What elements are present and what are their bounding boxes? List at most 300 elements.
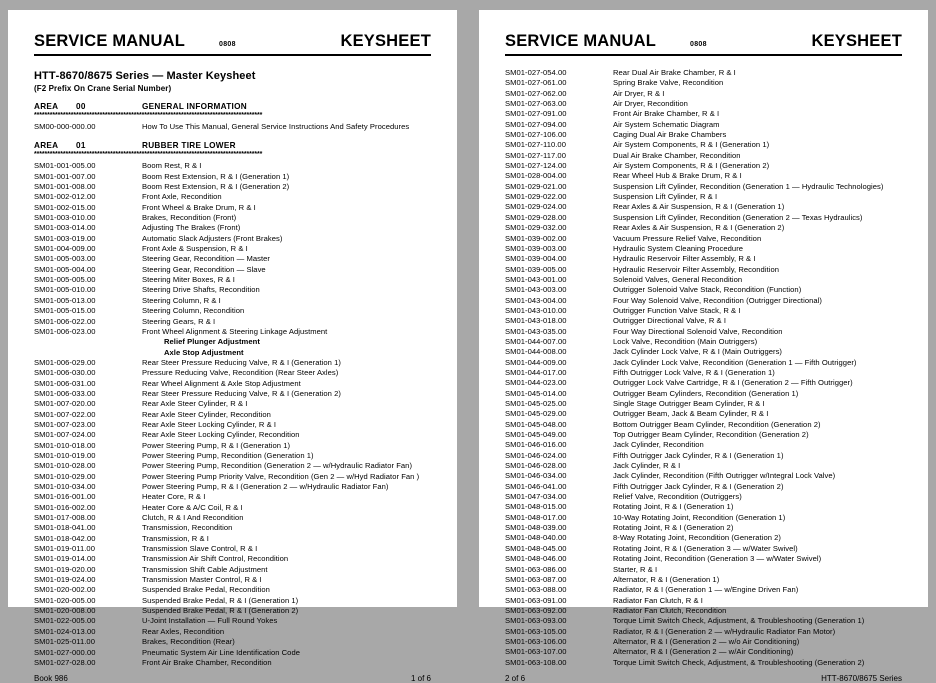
entry-code: SM01‑027‑063.00 bbox=[505, 99, 567, 109]
entry-description: Steering Gear, Recondition — Slave bbox=[142, 264, 266, 274]
keysheet-entry bbox=[34, 544, 431, 554]
keysheet-entry bbox=[505, 575, 902, 585]
entry-code: SM01‑029‑028.00 bbox=[505, 212, 567, 222]
keysheet-entry bbox=[34, 648, 431, 658]
entry-code: SM01‑002‑015.00 bbox=[34, 202, 96, 212]
keysheet-entry bbox=[505, 554, 902, 564]
entry-code: SM01‑046‑034.00 bbox=[505, 471, 567, 481]
keysheet-entry bbox=[34, 565, 431, 575]
keysheet-entry bbox=[34, 192, 431, 202]
entry-code: SM01‑027‑124.00 bbox=[505, 161, 567, 171]
entry-description: Front Air Brake Chamber, Recondition bbox=[142, 657, 272, 667]
keysheet-entry bbox=[505, 627, 902, 637]
entry-code: SM01‑027‑061.00 bbox=[505, 78, 567, 88]
entry-description: Boom Rest Extension, R & I (Generation 1) bbox=[142, 171, 290, 181]
keysheet-entry bbox=[34, 182, 431, 192]
entry-code: SM01‑063‑108.00 bbox=[505, 657, 567, 667]
keysheet-entry bbox=[505, 109, 902, 119]
keysheet-entry bbox=[34, 575, 431, 585]
keysheet-entry bbox=[505, 89, 902, 99]
keysheet-entry bbox=[505, 244, 902, 254]
entry-description: Relief Valve, Recondition (Outriggers) bbox=[613, 492, 742, 502]
entry-description: Suspended Brake Pedal, Recondition bbox=[142, 585, 270, 595]
section-divider-stars: *************************************************************************************** bbox=[34, 112, 263, 119]
entry-description: Single Stage Outrigger Beam Cylinder, R & I bbox=[613, 399, 765, 408]
entry-description: Vacuum Pressure Relief Valve, Recondition bbox=[613, 233, 762, 243]
entry-code: SM01‑010‑028.00 bbox=[34, 461, 96, 471]
entry-description: Front Axle, Recondition bbox=[142, 192, 222, 202]
entry-code: SM01‑027‑000.00 bbox=[34, 647, 96, 657]
entry-description: Rear Axle Steer Locking Cylinder, Recondition bbox=[142, 430, 300, 440]
entry-code: SM01‑019‑020.00 bbox=[34, 564, 96, 574]
entry-code: SM01‑018‑042.00 bbox=[34, 533, 96, 543]
area-name: RUBBER TIRE LOWER bbox=[142, 141, 236, 151]
keysheet-entry bbox=[505, 213, 902, 223]
entry-description: Lock Valve, Recondition (Main Outriggers) bbox=[613, 336, 758, 346]
manual-date-code: 0808 bbox=[690, 41, 707, 48]
keysheet-entry bbox=[34, 296, 431, 306]
entry-description: Heater Core & A/C Coil, R & I bbox=[142, 502, 243, 512]
entry-code: SM01‑020‑002.00 bbox=[34, 585, 96, 595]
entry-code: SM01‑016‑002.00 bbox=[34, 502, 96, 512]
entry-description: Rear Axles, Recondition bbox=[142, 626, 225, 636]
keysheet-entry bbox=[505, 523, 902, 533]
keysheet-entry bbox=[505, 440, 902, 450]
entry-description: Rear Wheel Alignment & Axle Stop Adjustment bbox=[142, 378, 301, 388]
entry-code: SM01‑027‑106.00 bbox=[505, 130, 567, 140]
entry-description: Power Steering Pump, Recondition (Generation 1) bbox=[142, 450, 314, 460]
entry-code: SM01‑063‑087.00 bbox=[505, 574, 567, 584]
entry-description: Air System Schematic Diagram bbox=[613, 119, 720, 129]
entry-code: SM01‑045‑029.00 bbox=[505, 409, 567, 419]
entry-description: Rear Axles & Air Suspension, R & I (Generation 1) bbox=[613, 202, 785, 212]
entry-description: Fifth Outrigger Lock Valve, R & I (Generation 1) bbox=[613, 367, 775, 377]
entry-code: SM01‑018‑041.00 bbox=[34, 523, 96, 533]
section-divider-stars: *************************************************************************************** bbox=[34, 151, 263, 159]
page-number: 2 of 6 bbox=[505, 673, 526, 683]
entry-code: SM01‑006‑023.00 bbox=[34, 326, 96, 336]
entry-description: Outrigger Beam, Jack & Beam Cylinder, R & I bbox=[613, 409, 769, 419]
entry-description: How To Use This Manual, General Service Instructions And Safety Procedures bbox=[142, 122, 410, 131]
entry-description: Steering Column, R & I bbox=[142, 295, 221, 305]
entry-description: Front Wheel & Brake Drum, R & I bbox=[142, 202, 256, 212]
entry-code: SM01‑048‑045.00 bbox=[505, 543, 567, 553]
entry-code: SM01‑044‑007.00 bbox=[505, 336, 567, 346]
entry-code: SM01‑045‑025.00 bbox=[505, 399, 567, 408]
area-label: AREA bbox=[34, 102, 59, 111]
keysheet-entry bbox=[34, 606, 431, 616]
entry-description: Air System Components, R & I (Generation 2) bbox=[613, 161, 770, 171]
entry-code: SM01‑007‑020.00 bbox=[34, 399, 96, 409]
keysheet-entry bbox=[505, 285, 902, 295]
entry-description: Jack Cylinder Lock Valve, Recondition (Generation 1 — Fifth Outrigger) bbox=[613, 357, 857, 367]
entry-description: Front Axle & Suspension, R & I bbox=[142, 244, 248, 254]
entry-description: Suspended Brake Pedal, R & I (Generation 2) bbox=[142, 606, 299, 616]
entry-code: SM01‑046‑041.00 bbox=[505, 481, 567, 491]
entry-code: SM01‑047‑034.00 bbox=[505, 492, 567, 502]
entry-code: SM01‑043‑010.00 bbox=[505, 305, 567, 315]
keysheet-entry bbox=[34, 523, 431, 533]
entry-code: SM01‑020‑005.00 bbox=[34, 595, 96, 605]
entry-code: SM01‑001‑007.00 bbox=[34, 171, 96, 181]
entry-code: SM01‑048‑017.00 bbox=[505, 512, 567, 522]
page-2-content bbox=[505, 68, 902, 668]
area-number: 00 bbox=[76, 102, 86, 111]
entry-code: SM01‑005‑003.00 bbox=[34, 254, 96, 264]
entry-code: SM01‑006‑031.00 bbox=[34, 378, 96, 388]
keysheet-entry bbox=[34, 503, 431, 513]
keysheet-entry bbox=[34, 399, 431, 409]
keysheet-entry bbox=[505, 533, 902, 543]
entry-description: 10‑Way Rotating Joint, Recondition (Generation 1) bbox=[613, 512, 786, 522]
entry-code: SM01‑028‑004.00 bbox=[505, 171, 567, 181]
keysheet-entry bbox=[505, 78, 902, 88]
entry-description: Front Air Brake Chamber, R & I bbox=[613, 109, 720, 119]
keysheet-label: KEYSHEET bbox=[811, 32, 902, 50]
entry-code: SM01‑043‑003.00 bbox=[505, 285, 567, 295]
entry-code: SM01‑063‑092.00 bbox=[505, 605, 567, 615]
entry-description: U‑Joint Installation — Full Round Yokes bbox=[142, 616, 278, 626]
entry-code: SM01‑005‑005.00 bbox=[34, 275, 96, 285]
entry-code: SM01‑039‑005.00 bbox=[505, 264, 567, 274]
keysheet-entry bbox=[505, 389, 902, 399]
keysheet-entry bbox=[34, 285, 431, 295]
keysheet-entry bbox=[34, 430, 431, 440]
keysheet-entry bbox=[34, 306, 431, 316]
entry-code: SM01‑007‑023.00 bbox=[34, 419, 96, 429]
area-heading bbox=[34, 141, 431, 150]
entry-description: Adjusting The Brakes (Front) bbox=[142, 223, 241, 233]
entry-description: Transmission Shift Cable Adjustment bbox=[142, 564, 268, 574]
keysheet-entry bbox=[34, 122, 431, 132]
entry-code: SM01‑003‑014.00 bbox=[34, 223, 96, 233]
entry-description: Outrigger Directional Valve, R & I bbox=[613, 316, 726, 326]
keysheet-entry bbox=[505, 337, 902, 347]
keysheet-entry bbox=[505, 161, 902, 171]
entry-description: Power Steering Pump, Recondition (Generation 2 — w/Hydraulic Radiator Fan) bbox=[142, 461, 413, 471]
entry-code: SM01‑029‑024.00 bbox=[505, 202, 567, 212]
page-1 bbox=[8, 10, 457, 683]
entry-description: Brakes, Recondition (Rear) bbox=[142, 637, 235, 647]
keysheet-entry bbox=[505, 130, 902, 140]
entry-description: Solenoid Valves, General Recondition bbox=[613, 274, 743, 284]
keysheet-entry bbox=[34, 441, 431, 451]
entry-description: Pneumatic System Air Line Identification Code bbox=[142, 647, 301, 657]
entry-description: Steering Gear, Recondition — Master bbox=[142, 254, 270, 264]
entry-code: SM01‑045‑049.00 bbox=[505, 430, 567, 440]
entry-description: Hydraulic Reservoir Filter Assembly, Recondition bbox=[613, 264, 780, 274]
keysheet-entry bbox=[505, 234, 902, 244]
keysheet-entry bbox=[34, 203, 431, 213]
entry-description: Rear Axle Steer Locking Cylinder, R & I bbox=[142, 419, 277, 429]
entry-code: SM01‑048‑015.00 bbox=[505, 502, 567, 512]
entry-code: SM01‑022‑005.00 bbox=[34, 616, 96, 626]
keysheet-entry bbox=[505, 306, 902, 316]
entry-description: Bottom Outrigger Beam Cylinder, Recondition (Generation 2) bbox=[613, 419, 821, 429]
entry-description: Suspended Brake Pedal, R & I (Generation 1) bbox=[142, 595, 299, 605]
entry-code: SM01‑002‑012.00 bbox=[34, 192, 96, 202]
entry-description: Rear Axle Steer Cylinder, Recondition bbox=[142, 409, 271, 419]
keysheet-entry bbox=[34, 492, 431, 502]
keysheet-entry bbox=[505, 637, 902, 647]
keysheet-entry bbox=[505, 120, 902, 130]
page-gutter bbox=[457, 0, 479, 617]
entry-description: Suspension Lift Cylinder, Recondition (Generation 1 — Hydraulic Technologies) bbox=[613, 181, 884, 191]
keysheet-entry bbox=[34, 244, 431, 254]
page-2-header bbox=[505, 32, 902, 56]
page-1-header bbox=[34, 32, 431, 56]
keysheet-entry bbox=[505, 368, 902, 378]
entry-description: Radiator, R & I (Generation 2 — w/Hydraulic Radiator Fan Motor) bbox=[613, 626, 836, 636]
entry-code: SM00‑000‑000.00 bbox=[34, 122, 96, 131]
entry-description: Spring Brake Valve, Recondition bbox=[613, 78, 724, 88]
entry-code: SM01‑027‑091.00 bbox=[505, 109, 567, 119]
entry-description: Rear Axle Steer Cylinder, R & I bbox=[142, 399, 248, 409]
entry-code: SM01‑006‑029.00 bbox=[34, 357, 96, 367]
keysheet-entry bbox=[34, 451, 431, 461]
entry-code: SM01‑063‑091.00 bbox=[505, 595, 567, 605]
entry-description: Power Steering Pump, R & I (Generation 2 — w/Hydraulic Radiator Fan) bbox=[142, 482, 389, 491]
entry-description: Front Wheel Alignment & Steering Linkage Adjustment bbox=[142, 326, 328, 336]
entry-description: Boom Rest, R & I bbox=[142, 161, 202, 171]
entry-description: Rear Dual Air Brake Chamber, R & I bbox=[613, 68, 736, 77]
keysheet-entry bbox=[34, 161, 431, 171]
entry-code: SM01‑006‑030.00 bbox=[34, 368, 96, 378]
keysheet-label: KEYSHEET bbox=[340, 32, 431, 50]
entry-description: Brakes, Recondition (Front) bbox=[142, 213, 237, 223]
keysheet-subentry bbox=[34, 348, 431, 358]
entry-description: Four Way Directional Solenoid Valve, Recondition bbox=[613, 326, 783, 336]
entry-description: Boom Rest Extension, R & I (Generation 2) bbox=[142, 182, 290, 192]
entry-code: SM01‑044‑017.00 bbox=[505, 367, 567, 377]
keysheet-entry bbox=[505, 140, 902, 150]
entry-description: Suspension Lift Cylinder, R & I bbox=[613, 192, 718, 202]
entry-code: SM01‑063‑093.00 bbox=[505, 616, 567, 626]
keysheet-entry bbox=[505, 171, 902, 181]
entry-description: Power Steering Pump, R & I (Generation 1) bbox=[142, 440, 291, 450]
area-name: GENERAL INFORMATION bbox=[142, 102, 248, 111]
entry-code: SM01‑020‑008.00 bbox=[34, 606, 96, 616]
entry-code: SM01‑063‑107.00 bbox=[505, 647, 567, 657]
entry-description: Caging Dual Air Brake Chambers bbox=[613, 130, 727, 140]
entry-description: Dual Air Brake Chamber, Recondition bbox=[613, 150, 741, 160]
keysheet-entry bbox=[505, 482, 902, 492]
keysheet-entry bbox=[505, 296, 902, 306]
keysheet-entry bbox=[34, 172, 431, 182]
keysheet-entry bbox=[505, 647, 902, 657]
entry-description: Rotating Joint, R & I (Generation 3 — w/Water Swivel) bbox=[613, 543, 798, 553]
entry-code: SM01‑039‑003.00 bbox=[505, 243, 567, 253]
entry-code: SM01‑039‑004.00 bbox=[505, 254, 567, 264]
entry-description: Steering Miter Boxes, R & I bbox=[142, 275, 235, 285]
keysheet-entry bbox=[505, 513, 902, 523]
page-1-content bbox=[34, 102, 431, 668]
entry-code: SM01‑063‑086.00 bbox=[505, 564, 567, 574]
entry-description: Rear Axles & Air Suspension, R & I (Generation 2) bbox=[613, 223, 785, 233]
keysheet-entry bbox=[505, 451, 902, 461]
entry-description: 8‑Way Rotating Joint, Recondition (Generation 2) bbox=[613, 533, 781, 543]
entry-description: Outrigger Lock Valve Cartridge, R & I (Generation 2 — Fifth Outrigger) bbox=[613, 378, 853, 388]
entry-description: Fifth Outrigger Jack Cylinder, R & I (Generation 2) bbox=[613, 481, 784, 491]
entry-description: Transmission Slave Control, R & I bbox=[142, 544, 258, 554]
entry-description: Top Outrigger Beam Cylinder, Recondition (Generation 2) bbox=[613, 430, 809, 440]
keysheet-entry bbox=[505, 492, 902, 502]
keysheet-entry bbox=[505, 327, 902, 337]
entry-code: SM01‑006‑022.00 bbox=[34, 316, 96, 326]
keysheet-entry bbox=[34, 482, 431, 492]
keysheet-entry bbox=[34, 658, 431, 668]
keysheet-entry bbox=[34, 585, 431, 595]
keysheet-entry bbox=[34, 234, 431, 244]
entry-code: SM01‑019‑024.00 bbox=[34, 575, 96, 585]
entry-description: Air Dryer, Recondition bbox=[613, 99, 688, 109]
entry-description: Outrigger Function Valve Stack, R & I bbox=[613, 305, 741, 315]
entry-code: SM01‑025‑011.00 bbox=[34, 637, 95, 647]
keysheet-entry bbox=[34, 265, 431, 275]
keysheet-entry bbox=[505, 616, 902, 626]
entry-description: Torque Limit Switch Check, Adjustment, & Troubleshooting (Generation 1) bbox=[613, 616, 865, 626]
keysheet-entry bbox=[34, 534, 431, 544]
entry-code: SM01‑063‑106.00 bbox=[505, 636, 567, 646]
keysheet-entry bbox=[505, 502, 902, 512]
keysheet-entry bbox=[34, 616, 431, 626]
keysheet-entry bbox=[34, 420, 431, 430]
entry-description: Transmission Master Control, R & I bbox=[142, 575, 262, 585]
entry-description: Radiator Fan Clutch, Recondition bbox=[613, 605, 727, 615]
keysheet-entry bbox=[34, 275, 431, 285]
keysheet-entry bbox=[34, 317, 431, 327]
page-2 bbox=[479, 10, 928, 683]
entry-code: SM01‑039‑002.00 bbox=[505, 233, 567, 243]
keysheet-entry bbox=[34, 389, 431, 399]
entry-description: Rear Wheel Hub & Brake Drum, R & I bbox=[613, 171, 742, 181]
keysheet-entry bbox=[34, 327, 431, 337]
entry-description: Rear Steer Pressure Reducing Valve, R & I (Generation 2) bbox=[142, 388, 341, 398]
keysheet-entry bbox=[505, 461, 902, 471]
keysheet-entry bbox=[34, 461, 431, 471]
entry-code: SM01‑027‑117.00 bbox=[505, 150, 566, 160]
entry-code: SM01‑027‑028.00 bbox=[34, 657, 96, 667]
entry-code: SM01‑045‑014.00 bbox=[505, 388, 567, 398]
keysheet-entry bbox=[505, 192, 902, 202]
right-margin bbox=[928, 0, 936, 617]
entry-code: SM01‑010‑034.00 bbox=[34, 482, 96, 491]
entry-code: SM01‑005‑013.00 bbox=[34, 295, 96, 305]
entry-code: SM01‑027‑062.00 bbox=[505, 88, 567, 98]
entry-code: SM01‑010‑018.00 bbox=[34, 440, 96, 450]
entry-description: Relief Plunger Adjustment bbox=[164, 337, 260, 347]
entry-description: Heater Core, R & I bbox=[142, 492, 206, 502]
entry-description: Power Steering Pump Priority Valve, Recondition (Gen 2 — w/Hyd Radiator Fan ) bbox=[142, 471, 420, 481]
keysheet-entry bbox=[505, 585, 902, 595]
area-number: 01 bbox=[76, 141, 86, 151]
entry-description: Outrigger Solenoid Valve Stack, Recondition (Function) bbox=[613, 285, 802, 295]
entry-description: Rotating Joint, R & I (Generation 1) bbox=[613, 502, 734, 512]
keysheet-entry bbox=[505, 316, 902, 326]
entry-description: Pressure Reducing Valve, Recondition (Rear Steer Axles) bbox=[142, 368, 339, 378]
series-label: HTT‑8670/8675 Series bbox=[821, 673, 902, 683]
entry-code: SM01‑048‑040.00 bbox=[505, 533, 567, 543]
entry-code: SM01‑016‑001.00 bbox=[34, 492, 96, 502]
entry-description: Radiator, R & I (Generation 1 — w/Engine Driven Fan) bbox=[613, 585, 799, 595]
keysheet-entry bbox=[505, 99, 902, 109]
entry-description: Air System Components, R & I (Generation 1) bbox=[613, 140, 770, 150]
entry-description: Transmission Air Shift Control, Recondition bbox=[142, 554, 289, 564]
entry-code: SM01‑063‑088.00 bbox=[505, 585, 567, 595]
entry-description: Suspension Lift Cylinder, Recondition (Generation 2 — Texas Hydraulics) bbox=[613, 212, 863, 222]
entry-code: SM01‑003‑019.00 bbox=[34, 233, 96, 243]
page-1-footer bbox=[34, 668, 431, 683]
entry-code: SM01‑003‑010.00 bbox=[34, 213, 96, 223]
keysheet-entry bbox=[34, 368, 431, 378]
keysheet-entry bbox=[505, 254, 902, 264]
entry-description: Outrigger Beam Cylinders, Recondition (Generation 1) bbox=[613, 388, 799, 398]
entry-description: Jack Cylinder, R & I bbox=[613, 461, 681, 471]
manual-date-code: 0808 bbox=[219, 41, 236, 48]
keysheet-entry bbox=[505, 358, 902, 368]
keysheet-entry bbox=[505, 596, 902, 606]
entry-description: Jack Cylinder Lock Valve, R & I (Main Outriggers) bbox=[613, 347, 783, 357]
entry-code: SM01‑029‑021.00 bbox=[505, 181, 567, 191]
entry-code: SM01‑043‑035.00 bbox=[505, 326, 567, 336]
entry-code: SM01‑006‑033.00 bbox=[34, 388, 96, 398]
document-subtitle: (F2 Prefix On Crane Serial Number) bbox=[34, 84, 172, 93]
entry-code: SM01‑048‑046.00 bbox=[505, 554, 567, 564]
entry-code: SM01‑017‑008.00 bbox=[34, 513, 96, 523]
entry-description: Steering Drive Shafts, Recondition bbox=[142, 285, 260, 295]
keysheet-entry bbox=[505, 430, 902, 440]
keysheet-entry bbox=[34, 223, 431, 233]
entry-code: SM01‑043‑001.00 bbox=[505, 274, 567, 284]
keysheet-entry bbox=[34, 379, 431, 389]
keysheet-entry bbox=[505, 151, 902, 161]
entry-code: SM01‑046‑024.00 bbox=[505, 450, 567, 460]
entry-code: SM01‑043‑004.00 bbox=[505, 295, 567, 305]
keysheet-entry bbox=[505, 223, 902, 233]
entry-description: Four Way Solenoid Valve, Recondition (Outrigger Directional) bbox=[613, 295, 822, 305]
entry-code: SM01‑063‑105.00 bbox=[505, 626, 567, 636]
area-label: AREA bbox=[34, 141, 59, 151]
keysheet-entry bbox=[505, 544, 902, 554]
entry-description: Clutch, R & I And Recondition bbox=[142, 513, 244, 523]
keysheet-entry bbox=[34, 637, 431, 647]
keysheet-entry bbox=[505, 182, 902, 192]
entry-code: SM01‑024‑013.00 bbox=[34, 626, 96, 636]
entry-description: Torque Limit Switch Check, Adjustment, & Troubleshooting (Generation 2) bbox=[613, 657, 865, 667]
entry-description: Alternator, R & I (Generation 2 — w/o Air Conditioning) bbox=[613, 636, 800, 646]
area-heading bbox=[34, 102, 431, 111]
keysheet-entry bbox=[505, 471, 902, 481]
entry-description: Rotating Joint, Recondition (Generation 3 — w/Water Swivel) bbox=[613, 554, 822, 564]
entry-code: SM01‑005‑015.00 bbox=[34, 306, 96, 316]
entry-description: Hydraulic System Cleaning Procedure bbox=[613, 243, 744, 253]
keysheet-entry bbox=[505, 347, 902, 357]
entry-code: SM01‑005‑010.00 bbox=[34, 285, 96, 295]
entry-description: Axle Stop Adjustment bbox=[164, 347, 244, 357]
entry-code: SM01‑044‑023.00 bbox=[505, 378, 567, 388]
entry-code: SM01‑019‑011.00 bbox=[34, 544, 95, 554]
service-manual-title: SERVICE MANUAL bbox=[34, 32, 186, 50]
entry-description: Fifth Outrigger Jack Cylinder, R & I (Generation 1) bbox=[613, 450, 784, 460]
entry-description: Air Dryer, R & I bbox=[613, 88, 665, 98]
entry-code: SM01‑001‑005.00 bbox=[34, 161, 96, 171]
entry-code: SM01‑046‑016.00 bbox=[505, 440, 567, 450]
entry-code: SM01‑045‑048.00 bbox=[505, 419, 567, 429]
entry-description: Rotating Joint, R & I (Generation 2) bbox=[613, 523, 734, 533]
entry-code: SM01‑001‑008.00 bbox=[34, 182, 96, 192]
entry-code: SM01‑005‑004.00 bbox=[34, 264, 96, 274]
page-number: 1 of 6 bbox=[410, 674, 431, 683]
